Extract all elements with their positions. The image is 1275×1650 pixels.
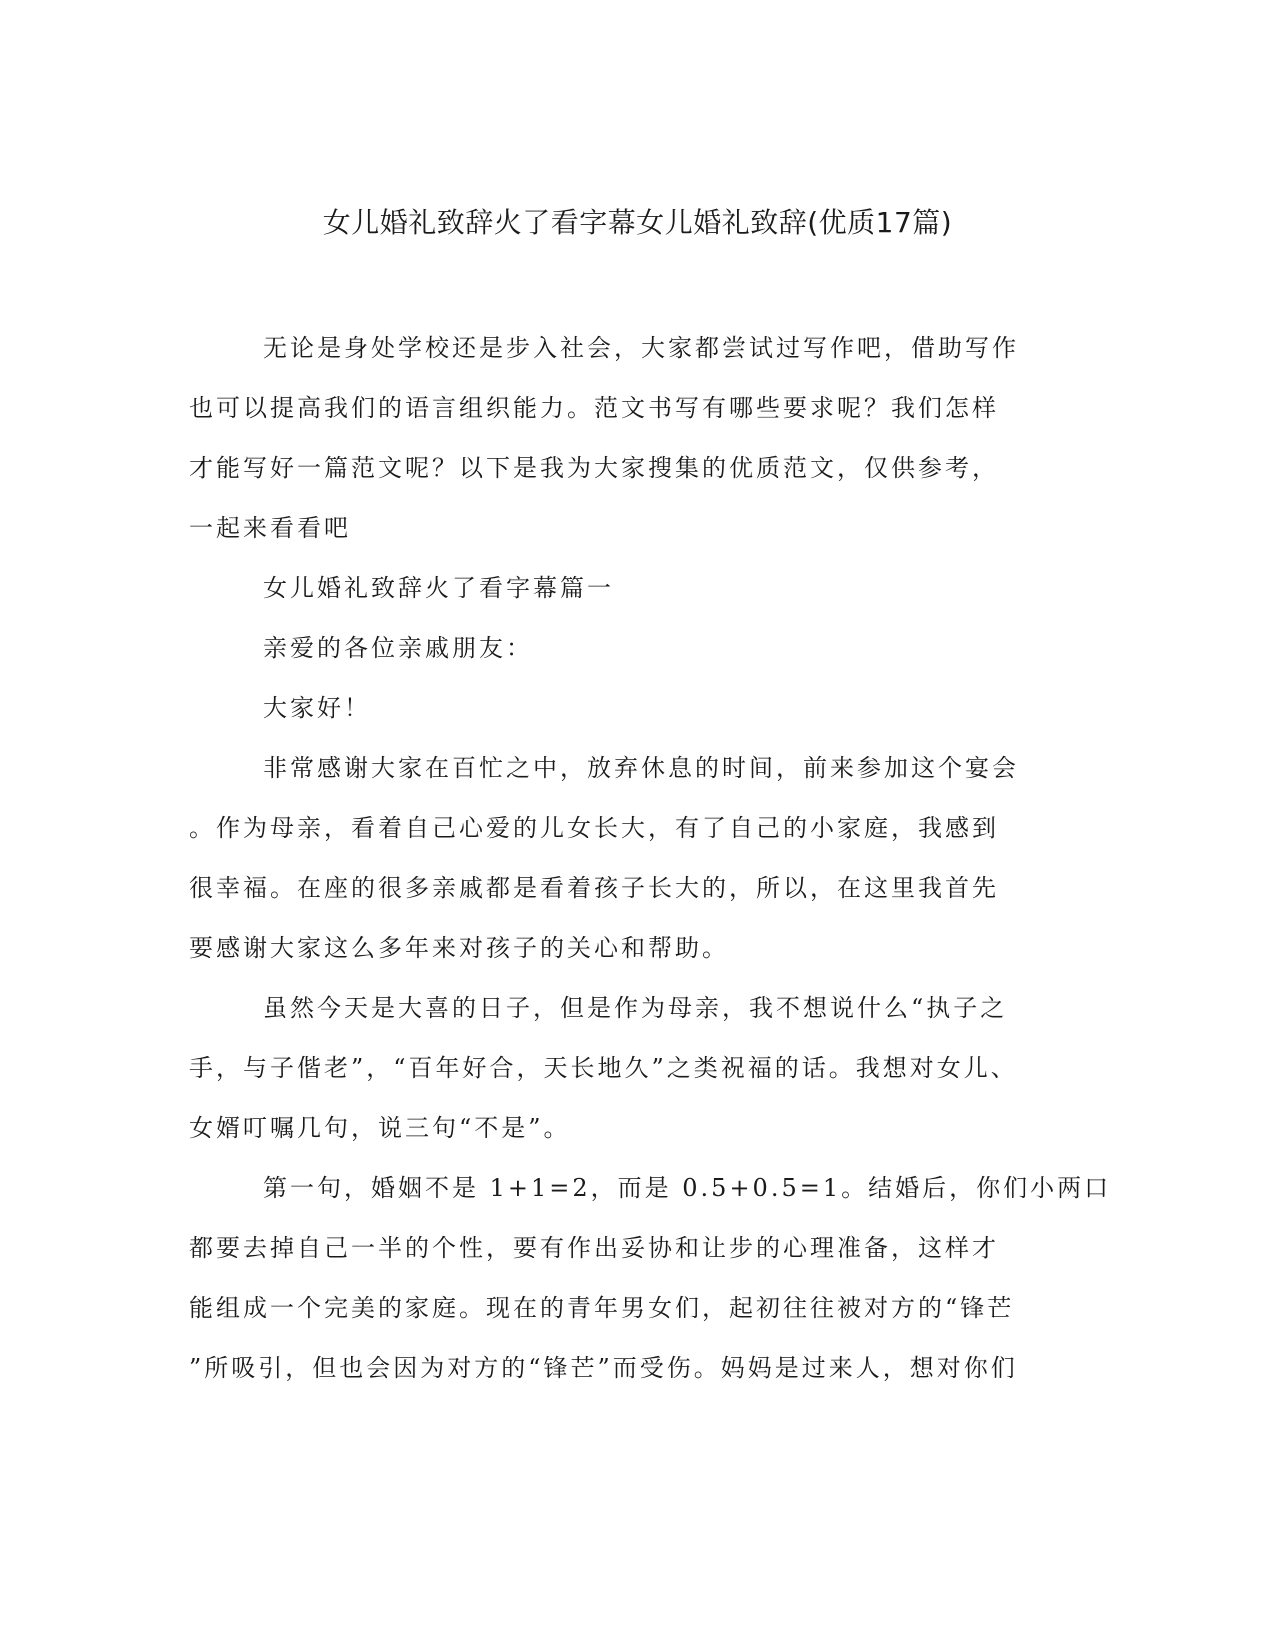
paragraph-line: 能组成一个完美的家庭。现在的青年男女们，起初往往被对方的“锋芒	[189, 1294, 1015, 1322]
paragraph-line: 一起来看看吧	[189, 514, 351, 542]
paragraph-line: 要感谢大家这么多年来对孩子的关心和帮助。	[189, 934, 729, 962]
paragraph-line: 第一句，婚姻不是 1+1=2，而是 0.5+0.5=1。结婚后，你们小两口	[263, 1174, 1112, 1202]
paragraph-line: 都要去掉自己一半的个性，要有作出妥协和让步的心理准备，这样才	[189, 1234, 999, 1262]
paragraph-line: 女婿叮嘱几句，说三句“不是”。	[189, 1114, 571, 1142]
paragraph-line: 无论是身处学校还是步入社会，大家都尝试过写作吧，借助写作	[263, 334, 1019, 362]
salutation-line: 亲爱的各位亲戚朋友：	[263, 634, 533, 662]
greeting-line: 大家好！	[263, 694, 371, 722]
paragraph-line: 。作为母亲，看着自己心爱的儿女长大，有了自己的小家庭，我感到	[189, 814, 999, 842]
document-body	[189, 318, 1112, 1398]
paragraph-line: 才能写好一篇范文呢？以下是我为大家搜集的优质范文，仅供参考，	[189, 454, 999, 482]
paragraph-line: 很幸福。在座的很多亲戚都是看着孩子长大的，所以，在这里我首先	[189, 874, 999, 902]
paragraph-line: ”所吸引，但也会因为对方的“锋芒”而受伤。妈妈是过来人，想对你们	[189, 1354, 1018, 1382]
paragraph-line: 虽然今天是大喜的日子，但是作为母亲，我不想说什么“执子之	[263, 994, 1008, 1022]
section-heading: 女儿婚礼致辞火了看字幕篇一	[263, 574, 614, 602]
paragraph-line: 非常感谢大家在百忙之中，放弃休息的时间，前来参加这个宴会	[263, 754, 1019, 782]
paragraph-line: 手，与子偕老”，“百年好合，天长地久”之类祝福的话。我想对女儿、	[189, 1054, 1018, 1082]
paragraph-line: 也可以提高我们的语言组织能力。范文书写有哪些要求呢？我们怎样	[189, 394, 999, 422]
document-title: 女儿婚礼致辞火了看字幕女儿婚礼致辞(优质17篇)	[322, 206, 953, 239]
